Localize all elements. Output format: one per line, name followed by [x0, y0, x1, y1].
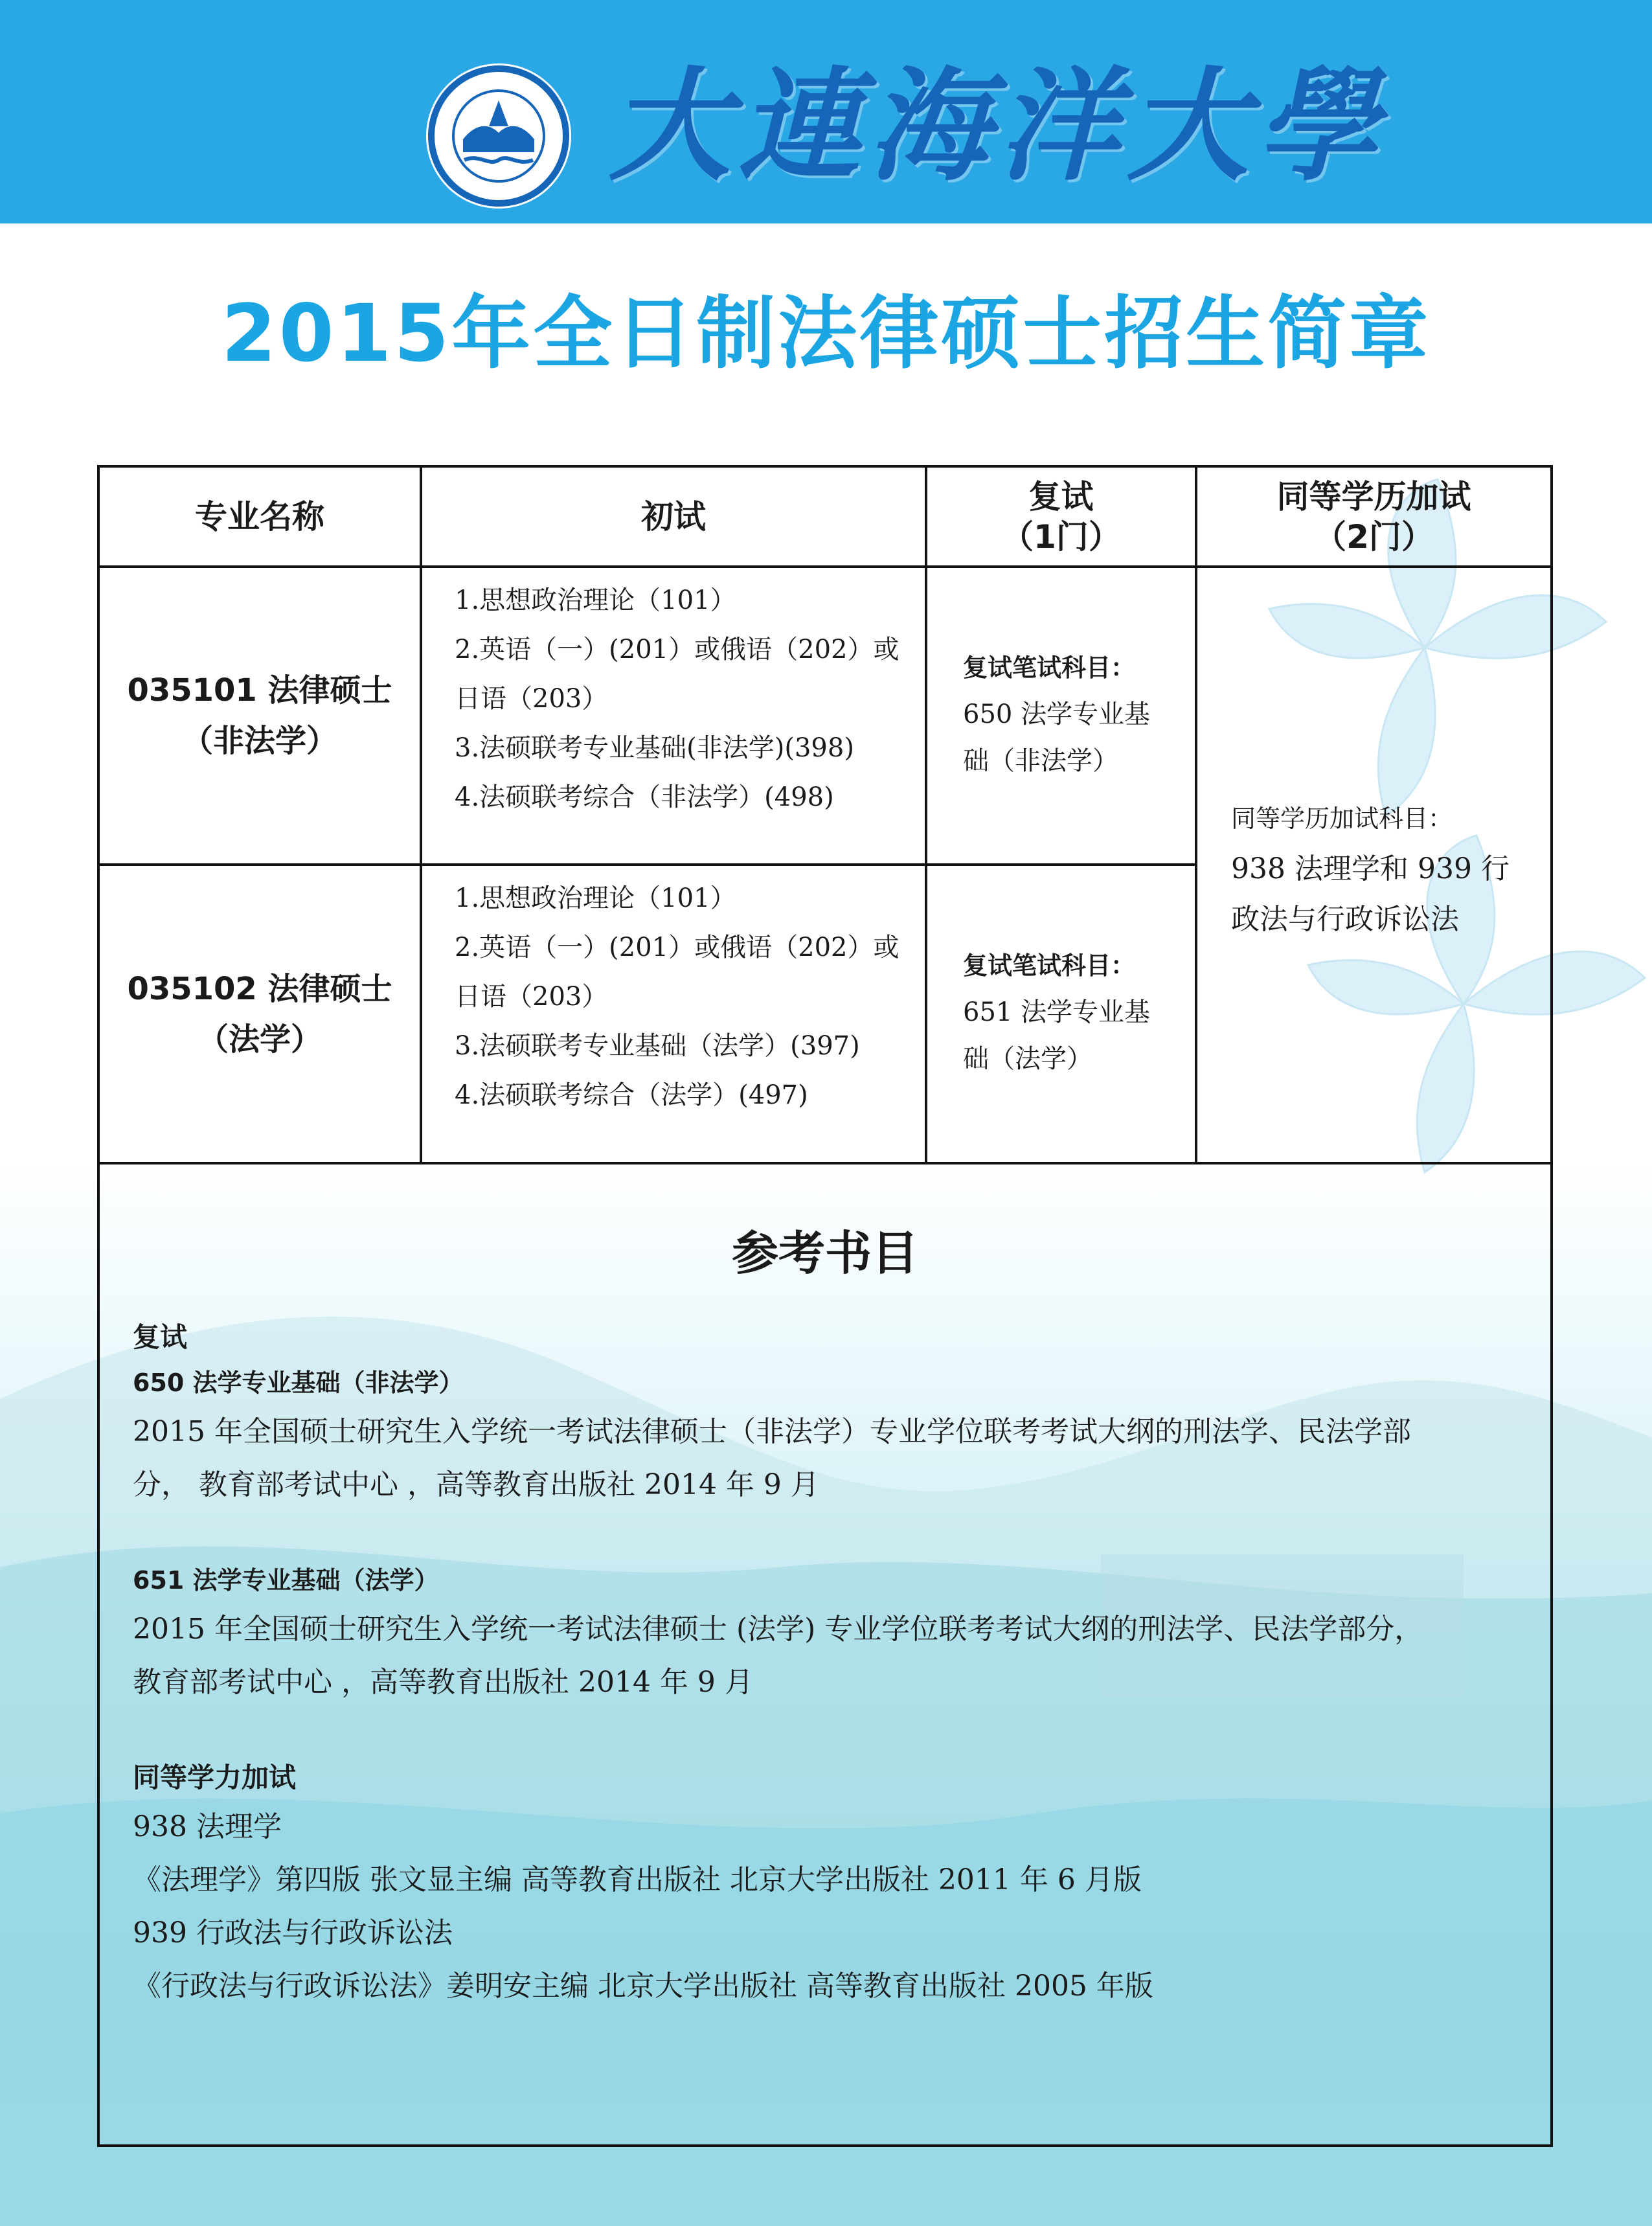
header-retest-count: （1门）	[1001, 517, 1121, 556]
reference-text: 教育部考试中心 ，高等教育出版社 2014 年 9 月	[133, 1666, 753, 1699]
retest-subject: 651 法学专业基	[963, 997, 1151, 1027]
equiv-label: 同等学历加试科目：	[1231, 804, 1453, 833]
header-initial	[422, 468, 925, 565]
reference-book: 《法理学》第四版 张文显主编 高等教育出版社 北京大学出版社 2011 年 6 月版	[133, 1863, 1142, 1896]
reference-text: 2015 年全国硕士研究生入学统一考试法律硕士（非法学）专业学位联考考试大纲的刑法学、民法学部	[133, 1415, 1411, 1448]
reference-subject-heading: 651 法学专业基础（法学）	[133, 1566, 439, 1595]
table-row-initial-2	[422, 866, 925, 1162]
table-equiv-cell	[1197, 793, 1550, 942]
reference-text: 分， 教育部考试中心 ，高等教育出版社 2014 年 9 月	[133, 1468, 819, 1501]
header-major-label: 专业名称	[195, 497, 324, 536]
table-row-retest-2	[927, 942, 1195, 1098]
university-logo-icon	[424, 62, 573, 210]
university-name-calligraphy: 大連海洋大學	[609, 54, 1386, 198]
references-title: 参考书目	[731, 1226, 918, 1280]
reference-subject: 939 行政法与行政诉讼法	[133, 1916, 453, 1949]
retest-subject: 础（法学）	[963, 1044, 1092, 1074]
header-initial-label: 初试	[641, 497, 706, 536]
header-retest	[927, 468, 1195, 565]
table-row-major-2	[100, 866, 420, 1162]
header-retest-label: 复试	[1028, 477, 1094, 516]
major-track: （非法学）	[181, 723, 337, 759]
major-code-name: 035101 法律硕士	[127, 672, 392, 709]
initial-item: 4.法硕联考综合（非法学）(498)	[455, 782, 834, 812]
retest-label: 复试笔试科目：	[963, 951, 1136, 980]
initial-item: 3.法硕联考专业基础(非法学)(398)	[455, 733, 854, 763]
reference-subject-heading: 650 法学专业基础（非法学）	[133, 1369, 464, 1397]
initial-item: 日语（203）	[455, 982, 608, 1012]
header-equiv	[1197, 468, 1550, 565]
header-banner	[0, 0, 1652, 223]
references-retest-section	[133, 1315, 1538, 1512]
major-code-name: 035102 法律硕士	[127, 970, 392, 1007]
table-divider	[97, 1162, 1553, 1164]
retest-subject: 础（非法学）	[963, 746, 1118, 776]
page-title: 2015年全日制法律硕士招生简章	[221, 288, 1431, 380]
initial-item: 2.英语（一）(201）或俄语（202）或	[455, 933, 900, 962]
equiv-subjects: 938 法理学和 939 行	[1231, 852, 1510, 885]
equiv-subjects: 政法与行政诉讼法	[1231, 903, 1459, 936]
initial-item: 3.法硕联考专业基础（法学）(397)	[455, 1031, 860, 1061]
references-651-section	[133, 1558, 1538, 1709]
table-row-retest-1	[927, 644, 1195, 800]
retest-subject: 650 法学专业基	[963, 699, 1151, 729]
header-equiv-count: （2门）	[1314, 517, 1434, 556]
section-heading: 复试	[133, 1321, 188, 1353]
header-major	[100, 468, 420, 565]
initial-item: 1.思想政治理论（101）	[455, 883, 736, 913]
initial-item: 1.思想政治理论（101）	[455, 585, 736, 615]
retest-label: 复试笔试科目：	[963, 653, 1136, 682]
major-track: （法学）	[197, 1021, 322, 1058]
table-row-initial-1	[422, 568, 925, 863]
table-row-major-1	[100, 568, 420, 863]
initial-item: 4.法硕联考综合（法学）(497)	[455, 1080, 808, 1110]
reference-subject: 938 法理学	[133, 1810, 282, 1843]
initial-item: 日语（203）	[455, 684, 608, 714]
reference-text: 2015 年全国硕士研究生入学统一考试法律硕士 (法学) 专业学位联考考试大纲的刑法学、民法学部分，	[133, 1613, 1423, 1646]
initial-item: 2.英语（一）(201）或俄语（202）或	[455, 635, 900, 664]
section-heading: 同等学力加试	[133, 1762, 297, 1793]
references-equiv-section	[133, 1755, 1538, 2013]
reference-book: 《行政法与行政诉讼法》姜明安主编 北京大学出版社 高等教育出版社 2005 年版	[133, 1970, 1153, 2003]
header-equiv-label: 同等学历加试	[1276, 477, 1471, 516]
